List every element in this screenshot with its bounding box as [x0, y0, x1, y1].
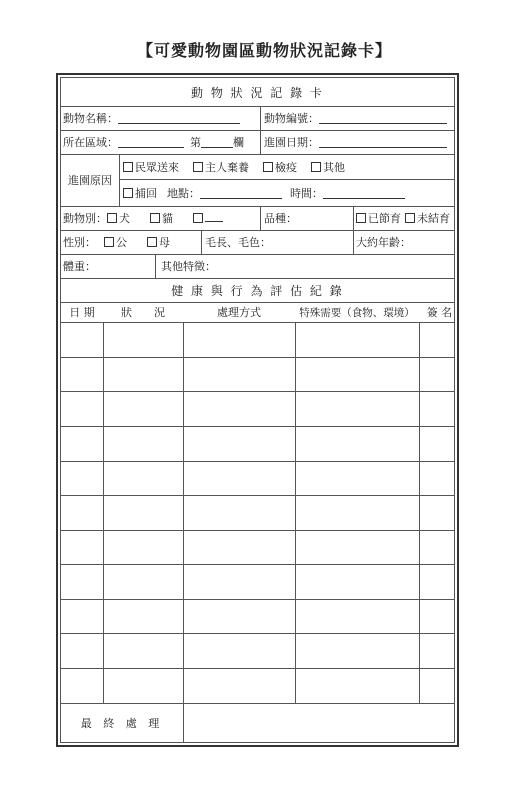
coat-field[interactable] — [205, 230, 351, 254]
neuter-field — [356, 206, 460, 230]
checkbox-icon — [123, 162, 133, 172]
reason-option-1[interactable]: 主人棄養 — [193, 159, 249, 175]
sex-row — [61, 230, 454, 255]
table-row[interactable] — [61, 427, 454, 462]
age-label: 大約年齡： — [356, 236, 411, 249]
entry-date-field[interactable] — [264, 130, 459, 154]
area-line — [118, 137, 184, 148]
weight-label: 體重： — [63, 260, 96, 273]
area-field[interactable] — [63, 130, 259, 154]
animal-name-field[interactable] — [63, 106, 259, 130]
capture-option[interactable]: 捕回 — [123, 185, 157, 201]
place-label: 地點： — [167, 187, 200, 200]
animal-name-line — [118, 113, 240, 124]
checkbox-icon — [356, 213, 366, 223]
record-card — [56, 73, 459, 747]
col-header-status: 狀 況 — [121, 306, 165, 319]
animal-id-field[interactable] — [264, 106, 459, 130]
animal-name-label: 動物名稱： — [63, 112, 118, 125]
species-label: 動物別： — [63, 212, 107, 225]
final-label: 最 終 處 理 — [80, 717, 164, 730]
checkbox-icon — [104, 237, 114, 247]
checkbox-icon — [263, 162, 273, 172]
eval-table-body — [61, 323, 454, 704]
breed-field[interactable] — [264, 206, 352, 230]
checkbox-icon — [193, 162, 203, 172]
reason-option-2[interactable]: 檢疫 — [263, 159, 297, 175]
col-header-signature: 簽 名 — [426, 306, 453, 319]
entry-date-label: 進園日期： — [264, 136, 319, 149]
sex-field — [63, 230, 201, 254]
final-field[interactable] — [184, 704, 454, 742]
table-row[interactable] — [61, 565, 454, 600]
reason-option-0[interactable]: 民眾送來 — [123, 159, 179, 175]
entry-date-line — [319, 137, 447, 148]
animal-id-label: 動物編號： — [264, 112, 319, 125]
species-option-other[interactable] — [193, 211, 223, 225]
sex-label: 性別： — [63, 236, 96, 249]
card-heading-row — [61, 78, 454, 107]
features-field[interactable] — [161, 254, 451, 278]
weight-field[interactable] — [63, 254, 155, 278]
checkbox-icon — [123, 188, 133, 198]
pen-prefix: 第 — [190, 136, 201, 149]
col-header-date: 日 期 — [69, 306, 95, 319]
reason-label: 進園原因 — [68, 174, 112, 187]
table-row[interactable] — [61, 634, 454, 669]
eval-heading-row — [61, 278, 454, 303]
eval-header-row — [61, 302, 454, 323]
table-row[interactable] — [61, 599, 454, 634]
col-header-needs: 特殊需要（食物、環境） — [299, 306, 415, 319]
table-row[interactable] — [61, 357, 454, 392]
reason-options — [123, 154, 345, 179]
eval-heading: 健 康 與 行 為 評 估 紀 錄 — [171, 283, 344, 298]
neutered-option[interactable]: 已節育 — [356, 210, 401, 226]
table-row[interactable] — [61, 530, 454, 565]
table-row[interactable] — [61, 461, 454, 496]
species-row — [61, 206, 454, 231]
pen-line — [201, 137, 233, 148]
col-header-action: 處理方式 — [217, 306, 261, 319]
age-field[interactable] — [356, 230, 460, 254]
area-row — [61, 130, 454, 155]
reason-row — [61, 154, 454, 207]
species-option-dog[interactable]: 犬 — [107, 210, 130, 226]
area-label: 所在區域： — [63, 136, 118, 149]
features-label: 其他特徵： — [161, 260, 216, 273]
page-title: 【可愛動物園區動物狀況記錄卡】 — [136, 41, 392, 60]
table-row[interactable] — [61, 392, 454, 427]
time-label: 時間： — [290, 187, 323, 200]
checkbox-icon — [107, 213, 117, 223]
checkbox-icon — [405, 213, 415, 223]
name-row — [61, 106, 454, 131]
checkbox-icon — [147, 237, 157, 247]
weight-row — [61, 254, 454, 279]
animal-id-line — [319, 113, 447, 124]
pen-suffix: 欄 — [233, 136, 244, 149]
table-row[interactable] — [61, 668, 454, 704]
final-row — [61, 704, 454, 742]
checkbox-icon — [193, 213, 203, 223]
time-line[interactable] — [323, 188, 405, 199]
table-row[interactable] — [61, 496, 454, 531]
breed-label: 品種： — [264, 212, 297, 225]
coat-label: 毛長、毛色： — [205, 236, 271, 249]
place-line[interactable] — [200, 188, 282, 199]
sex-option-male[interactable]: 公 — [104, 234, 127, 250]
card-heading: 動 物 狀 況 記 錄 卡 — [191, 85, 324, 100]
checkbox-icon — [311, 162, 321, 172]
reason-option-3[interactable]: 其他 — [311, 159, 345, 175]
table-row[interactable] — [61, 323, 454, 358]
checkbox-icon — [150, 213, 160, 223]
capture-row — [123, 180, 405, 206]
species-field — [63, 206, 259, 230]
sex-option-female[interactable]: 母 — [147, 234, 170, 250]
species-option-cat[interactable]: 貓 — [150, 210, 173, 226]
not-neutered-option[interactable]: 未結育 — [405, 210, 450, 226]
